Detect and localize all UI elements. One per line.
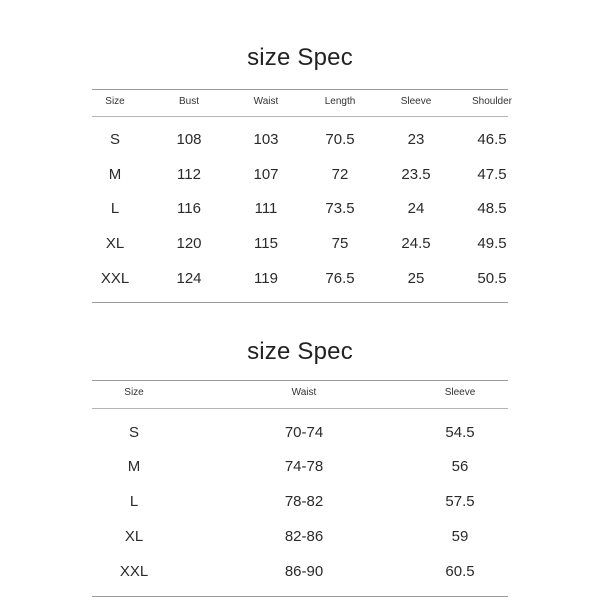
table1-cell-waist: 115 bbox=[254, 235, 278, 252]
table1-cell-shoulder: 47.5 bbox=[477, 166, 507, 183]
table1-cell-length: 76.5 bbox=[325, 270, 355, 287]
table1-header-sleeve: Sleeve bbox=[400, 96, 432, 107]
table1-cell-shoulder: 50.5 bbox=[477, 270, 507, 287]
table1-header-length: Length bbox=[324, 96, 356, 107]
table2-title: size Spec bbox=[247, 338, 353, 365]
table2-cell-waist: 74-78 bbox=[284, 458, 324, 475]
table1-cell-length: 73.5 bbox=[325, 200, 355, 217]
table1-cell-bust: 116 bbox=[177, 200, 201, 217]
table2-header-waist: Waist bbox=[291, 387, 317, 398]
table2-cell-sleeve: 56 bbox=[451, 458, 469, 475]
table2-header-sleeve: Sleeve bbox=[444, 387, 476, 398]
table2-top-rule bbox=[92, 380, 508, 381]
table1-cell-size: XL bbox=[105, 235, 125, 252]
table1-cell-bust: 124 bbox=[176, 270, 202, 287]
table1-cell-size: L bbox=[110, 200, 120, 217]
table2-cell-size: M bbox=[127, 458, 141, 475]
table1-cell-size: M bbox=[108, 166, 122, 183]
table1-cell-size: S bbox=[109, 131, 121, 148]
table1-cell-shoulder: 49.5 bbox=[477, 235, 507, 252]
table1-cell-shoulder: 46.5 bbox=[477, 131, 507, 148]
table2-cell-sleeve: 54.5 bbox=[445, 424, 475, 441]
table2-bottom-rule bbox=[92, 596, 508, 597]
table1-cell-length: 70.5 bbox=[325, 131, 355, 148]
table2-cell-sleeve: 59 bbox=[451, 528, 469, 545]
table1-cell-sleeve: 23.5 bbox=[401, 166, 431, 183]
table1-cell-waist: 103 bbox=[253, 131, 279, 148]
table1-cell-waist: 111 bbox=[254, 200, 278, 217]
table2-cell-waist: 86-90 bbox=[284, 563, 324, 580]
table1-cell-sleeve: 24.5 bbox=[401, 235, 431, 252]
table1-header-rule bbox=[92, 116, 508, 117]
table1-cell-bust: 120 bbox=[176, 235, 202, 252]
table2-cell-size: S bbox=[128, 424, 140, 441]
table2-cell-size: XXL bbox=[119, 563, 149, 580]
table2-cell-sleeve: 57.5 bbox=[445, 493, 475, 510]
table1-header-bust: Bust bbox=[178, 96, 200, 107]
table2-cell-waist: 70-74 bbox=[284, 424, 324, 441]
table1-bottom-rule bbox=[92, 302, 508, 303]
table1-cell-shoulder: 48.5 bbox=[477, 200, 507, 217]
table1-header-size: Size bbox=[105, 96, 125, 107]
table1-cell-sleeve: 25 bbox=[407, 270, 425, 287]
table2-header-size: Size bbox=[124, 387, 144, 398]
table1-title: size Spec bbox=[247, 44, 353, 71]
table2-cell-size: L bbox=[129, 493, 139, 510]
table1-cell-length: 72 bbox=[331, 166, 349, 183]
table1-cell-sleeve: 24 bbox=[407, 200, 425, 217]
table1-cell-bust: 108 bbox=[176, 131, 202, 148]
table1-header-waist: Waist bbox=[253, 96, 279, 107]
table1-cell-sleeve: 23 bbox=[407, 131, 425, 148]
table2-cell-waist: 78-82 bbox=[284, 493, 324, 510]
table1-header-shoulder: Shoulder bbox=[471, 96, 513, 107]
table1-cell-waist: 107 bbox=[253, 166, 279, 183]
table1-cell-waist: 119 bbox=[254, 270, 278, 287]
table2-cell-waist: 82-86 bbox=[284, 528, 324, 545]
table2-cell-size: XL bbox=[124, 528, 144, 545]
table2-cell-sleeve: 60.5 bbox=[445, 563, 475, 580]
table1-cell-length: 75 bbox=[331, 235, 349, 252]
table1-cell-size: XXL bbox=[100, 270, 130, 287]
table1-cell-bust: 112 bbox=[177, 166, 201, 183]
table2-header-rule bbox=[92, 408, 508, 409]
table1-top-rule bbox=[92, 89, 508, 90]
